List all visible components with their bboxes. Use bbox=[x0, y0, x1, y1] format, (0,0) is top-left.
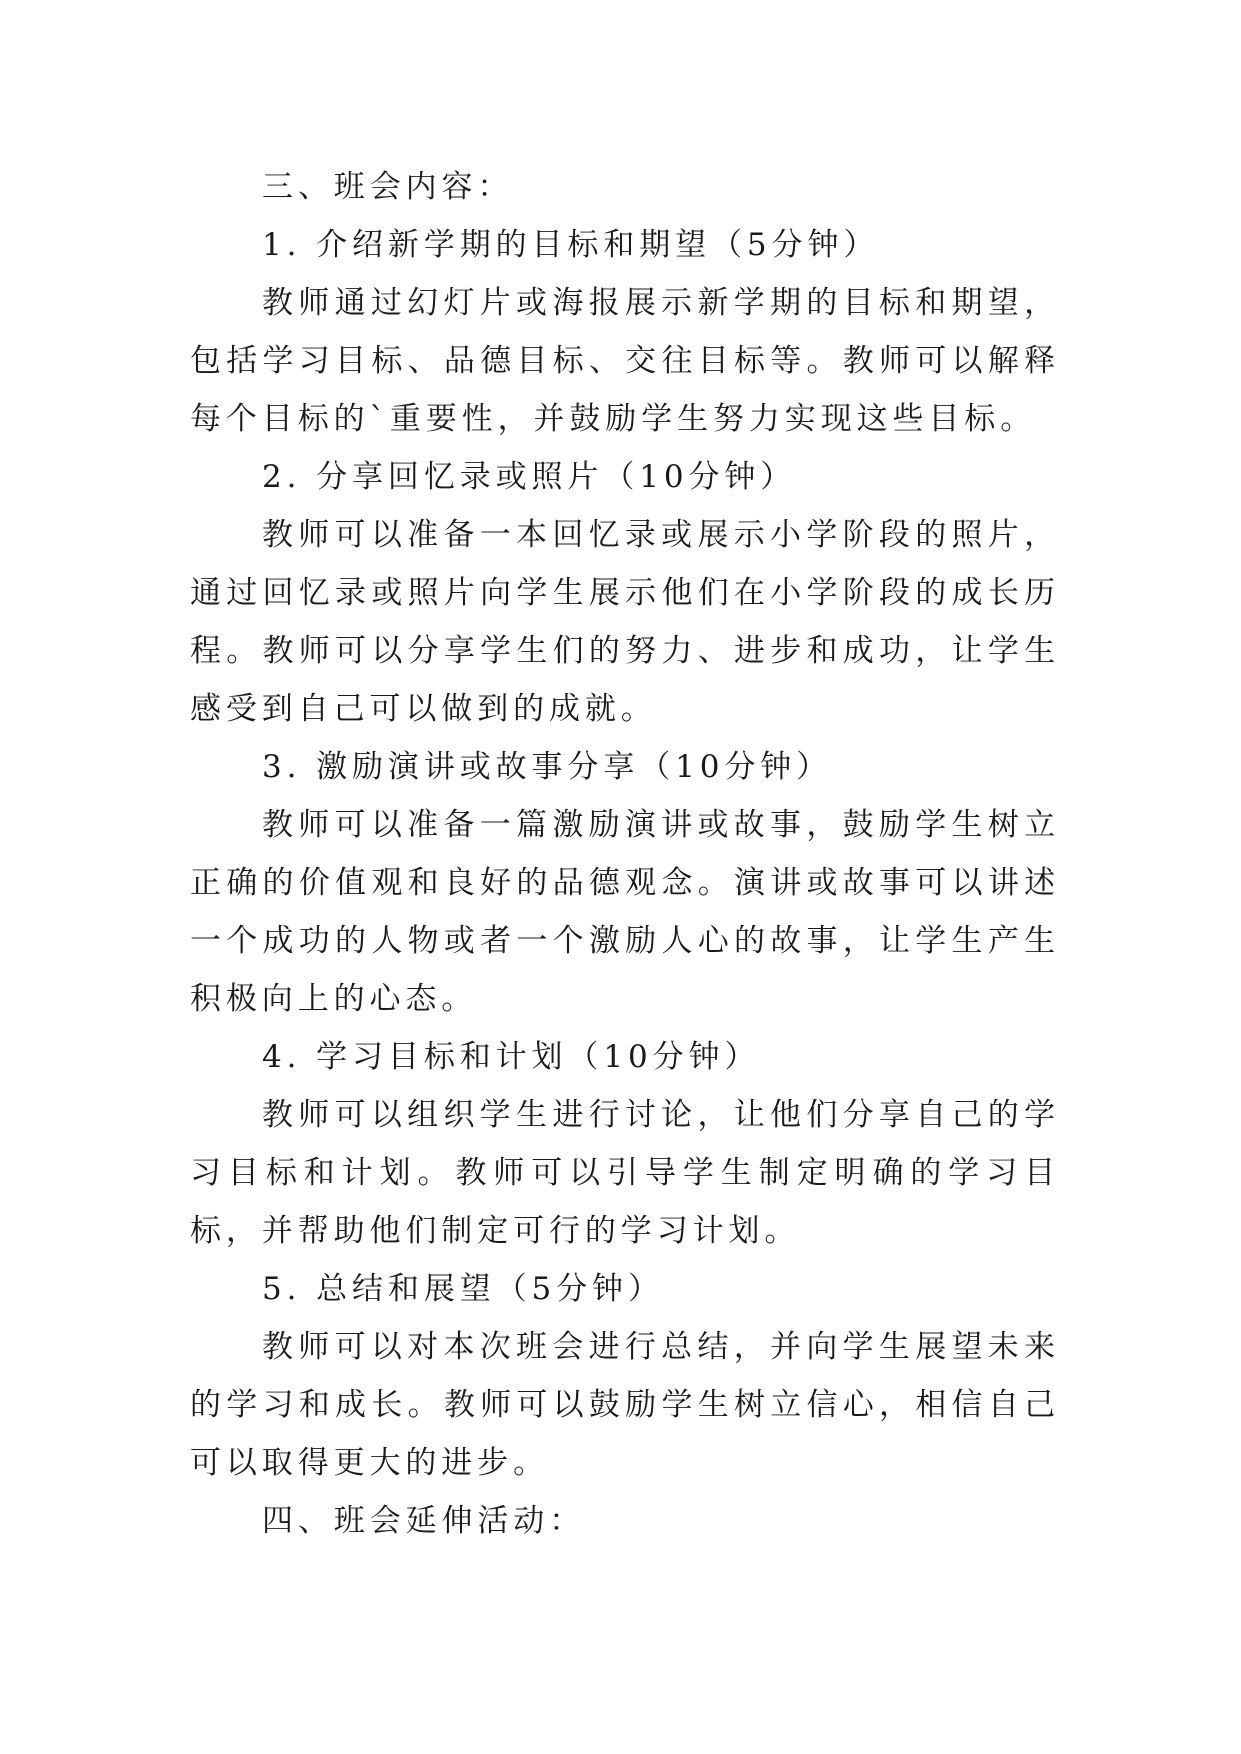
item-heading: 2. 分享回忆录或照片（10分钟） bbox=[262, 459, 797, 495]
item-paragraph: 教师可以对本次班会进行总结，并向学生展望未来的学习和成长。教师可以鼓励学生树立信心，相信自己可以取得更大的进步。 bbox=[190, 1329, 1060, 1481]
item-heading: 1. 介绍新学期的目标和期望（5分钟） bbox=[262, 227, 880, 263]
item-heading: 3. 激励演讲或故事分享（10分钟） bbox=[262, 749, 833, 785]
item-paragraph: 教师可以准备一本回忆录或展示小学阶段的照片，通过回忆录或照片向学生展示他们在小学阶段的成长历程。教师可以分享学生们的努力、进步和成功，让学生感受到自己可以做到的成就。 bbox=[190, 517, 1060, 727]
item-heading: 5. 总结和展望（5分钟） bbox=[262, 1271, 664, 1307]
item-paragraph: 教师通过幻灯片或海报展示新学期的目标和期望，包括学习目标、品德目标、交往目标等。教师可以解释每个目标的`重要性，并鼓励学生努力实现这些目标。 bbox=[190, 285, 1060, 437]
item-paragraph: 教师可以组织学生进行讨论，让他们分享自己的学习目标和计划。教师可以引导学生制定明确的学习目标，并帮助他们制定可行的学习计划。 bbox=[190, 1097, 1060, 1249]
item-paragraph: 教师可以准备一篇激励演讲或故事，鼓励学生树立正确的价值观和良好的品德观念。演讲或故事可以讲述一个成功的人物或者一个激励人心的故事，让学生产生积极向上的心态。 bbox=[190, 807, 1060, 1017]
document-body bbox=[190, 158, 1060, 1550]
item-heading: 4. 学习目标和计划（10分钟） bbox=[262, 1039, 761, 1075]
next-section-title: 四、班会延伸活动： bbox=[262, 1503, 586, 1539]
section-title: 三、班会内容： bbox=[262, 169, 514, 205]
